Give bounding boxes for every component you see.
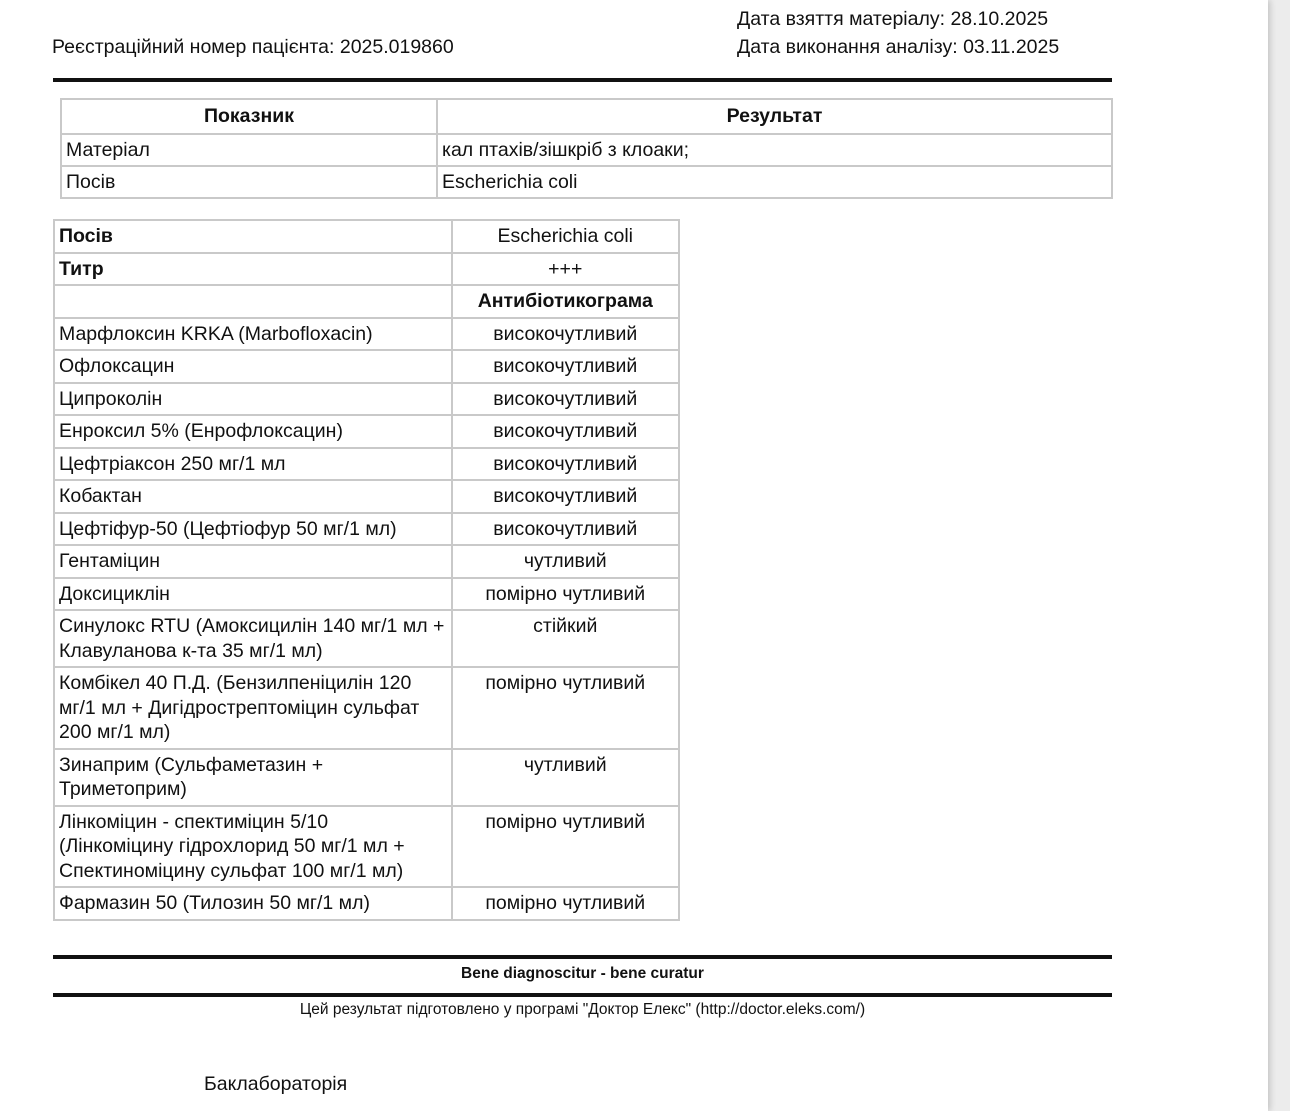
antibiotic-name: Фармазин 50 (Тилозин 50 мг/1 мл) bbox=[54, 887, 452, 920]
analysis-date-label: Дата виконання аналізу: bbox=[737, 36, 958, 58]
sample-date-value: 28.10.2025 bbox=[950, 8, 1049, 30]
material-label: Матеріал bbox=[61, 134, 437, 166]
antibiogram-culture-label: Посів bbox=[54, 220, 452, 253]
antibiotic-row bbox=[54, 545, 679, 578]
summary-table bbox=[60, 98, 1113, 199]
registration-number: 2025.019860 bbox=[339, 36, 454, 58]
antibiotic-name: Гентаміцин bbox=[54, 545, 452, 578]
antibiotic-row bbox=[54, 806, 679, 888]
analysis-date-line bbox=[737, 36, 1059, 59]
sensitivity-result: помірно чутливий bbox=[452, 667, 679, 749]
registration-label: Реєстраційний номер пацієнта: bbox=[52, 36, 335, 58]
footer-divider-top bbox=[53, 955, 1112, 959]
antibiotic-name: Енроксил 5% (Енрофлоксацин) bbox=[54, 415, 452, 448]
sensitivity-result: високочутливий bbox=[452, 318, 679, 351]
antibiotic-row bbox=[54, 415, 679, 448]
antibiotic-row bbox=[54, 667, 679, 749]
antibiotic-name: Зинаприм (Сульфаметазин + Триметоприм) bbox=[54, 749, 452, 806]
culture-value: Escherichia coli bbox=[437, 166, 1112, 198]
column-header-result: Результат bbox=[437, 99, 1112, 134]
titer-value: +++ bbox=[452, 253, 679, 286]
antibiotic-row bbox=[54, 513, 679, 546]
antibiotic-row bbox=[54, 350, 679, 383]
antibiotic-name: Цефтіфур-50 (Цефтіофур 50 мг/1 мл) bbox=[54, 513, 452, 546]
registration-line bbox=[52, 36, 454, 59]
antibiotic-row bbox=[54, 383, 679, 416]
sensitivity-result: помірно чутливий bbox=[452, 887, 679, 920]
sensitivity-result: високочутливий bbox=[452, 513, 679, 546]
sensitivity-result: високочутливий bbox=[452, 448, 679, 481]
antibiotic-name: Марфлоксин KRKA (Marbofloxacin) bbox=[54, 318, 452, 351]
antibiotic-row bbox=[54, 480, 679, 513]
antibiotic-row bbox=[54, 610, 679, 667]
analysis-date-value: 03.11.2025 bbox=[963, 36, 1060, 58]
sensitivity-result: помірно чутливий bbox=[452, 806, 679, 888]
material-value: кал птахів/зішкріб з клоаки; bbox=[437, 134, 1112, 166]
culture-label: Посів bbox=[61, 166, 437, 198]
antibiotic-row bbox=[54, 318, 679, 351]
antibiogram-title: Антибіотикограма bbox=[452, 285, 679, 318]
sensitivity-result: високочутливий bbox=[452, 350, 679, 383]
column-header-indicator: Показник bbox=[61, 99, 437, 134]
antibiotic-name: Кобактан bbox=[54, 480, 452, 513]
table-row bbox=[54, 285, 679, 318]
sensitivity-result: помірно чутливий bbox=[452, 578, 679, 611]
sensitivity-result: високочутливий bbox=[452, 415, 679, 448]
empty-cell bbox=[54, 285, 452, 318]
antibiogram-culture-value: Escherichia coli bbox=[452, 220, 679, 253]
sample-date-label: Дата взяття матеріалу: bbox=[737, 8, 946, 30]
titer-label: Титр bbox=[54, 253, 452, 286]
footer-divider-bottom bbox=[53, 993, 1112, 997]
antibiotic-row bbox=[54, 749, 679, 806]
antibiotic-name: Ципроколін bbox=[54, 383, 452, 416]
antibiotic-name: Офлоксацин bbox=[54, 350, 452, 383]
table-row bbox=[54, 220, 679, 253]
antibiotic-row bbox=[54, 887, 679, 920]
antibiogram-table bbox=[53, 219, 680, 921]
sensitivity-result: чутливий bbox=[452, 545, 679, 578]
summary-header-row bbox=[61, 99, 1112, 134]
antibiotic-name: Цефтріаксон 250 мг/1 мл bbox=[54, 448, 452, 481]
antibiotic-name: Доксициклін bbox=[54, 578, 452, 611]
table-row bbox=[54, 253, 679, 286]
table-row bbox=[61, 166, 1112, 198]
sensitivity-result: високочутливий bbox=[452, 480, 679, 513]
antibiotic-row bbox=[54, 448, 679, 481]
sample-date-line bbox=[737, 8, 1048, 31]
sensitivity-result: чутливий bbox=[452, 749, 679, 806]
sensitivity-result: стійкий bbox=[452, 610, 679, 667]
software-note: Цей результат підготовлено у програмі "Доктор Елекс" (http://doctor.eleks.com/) bbox=[299, 1001, 866, 1018]
antibiotic-name: Лінкоміцин - спектиміцин 5/10 (Лінкоміцину гідрохлорид 50 мг/1 мл + Спектиноміцину сульфат 100 мг/1 мл) bbox=[54, 806, 452, 888]
motto: Bene diagnoscitur - bene curatur bbox=[461, 965, 704, 982]
header-divider bbox=[53, 78, 1112, 82]
sensitivity-result: високочутливий bbox=[452, 383, 679, 416]
antibiotic-name: Комбікел 40 П.Д. (Бензилпеніцилін 120 мг/1 мл + Дигідрострептоміцин сульфат 200 мг/1 мл) bbox=[54, 667, 452, 749]
table-row bbox=[61, 134, 1112, 166]
laboratory-name: Баклабораторія bbox=[204, 1073, 348, 1095]
antibiotic-name: Синулокс RTU (Амоксицилін 140 мг/1 мл + Клавуланова к-та 35 мг/1 мл) bbox=[54, 610, 452, 667]
antibiotic-row bbox=[54, 578, 679, 611]
